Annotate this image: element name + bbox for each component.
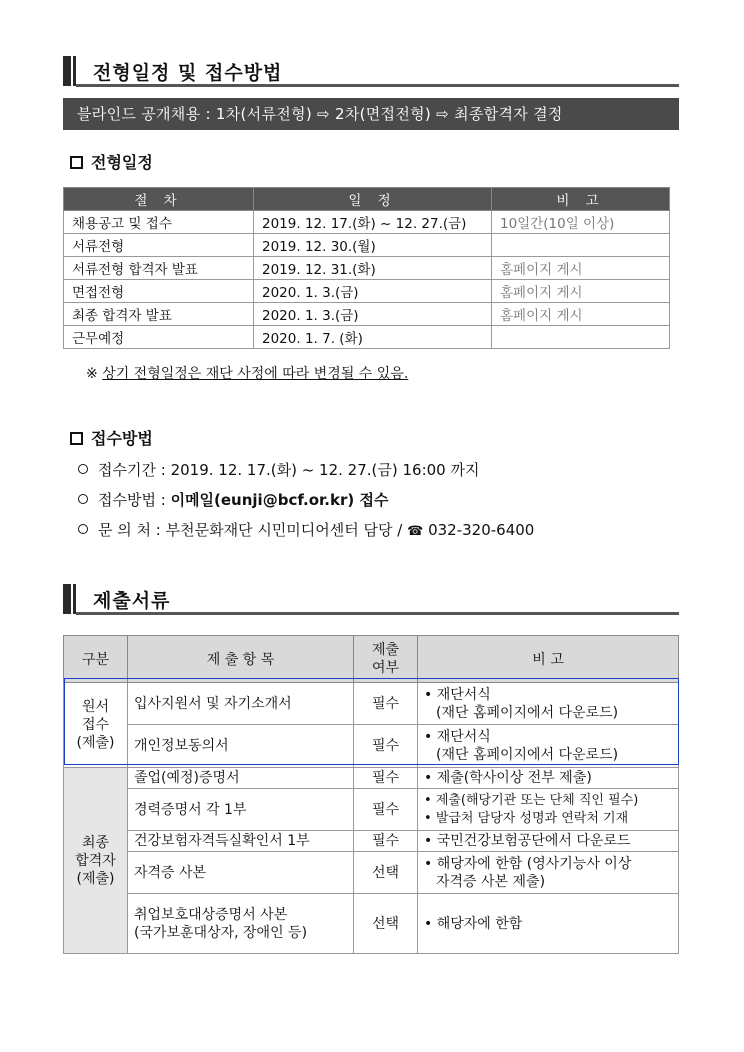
telephone-icon: ☎: [407, 524, 424, 539]
note-cell: [418, 725, 679, 768]
section-marker: [63, 56, 71, 86]
note-cell: [418, 789, 679, 831]
section-rule: [76, 84, 679, 87]
step-cell: 면접전형: [64, 280, 254, 303]
table-row: [64, 683, 679, 725]
date-cell: 2019. 12. 30.(월): [254, 234, 492, 257]
note-bullet: • 국민건강보험공단에서 다운로드: [424, 833, 631, 849]
table-row: [64, 789, 679, 831]
note-cell: 홈페이지 게시: [492, 303, 670, 326]
date-cell: 2020. 1. 3.(금): [254, 303, 492, 326]
table-row: [64, 303, 670, 326]
subheading-application: [70, 426, 153, 449]
date-cell: 2020. 1. 7. (화): [254, 326, 492, 349]
table-row: [64, 725, 679, 768]
footnote-text: 상기 전형일정은 재단 사정에 따라 변경될 수 있음.: [102, 366, 409, 382]
section-title: 제출서류: [93, 590, 171, 612]
step-cell: 최종 합격자 발표: [64, 303, 254, 326]
required-cell: 필수: [354, 831, 418, 852]
phone-number: 032-320-6400: [428, 521, 535, 539]
bullet-label: 문 의 처 :: [98, 521, 166, 539]
application-contact: [78, 519, 534, 540]
step-cell: 서류전형: [64, 234, 254, 257]
header-cell: 비 고: [418, 636, 679, 683]
header-cell: 구분: [64, 636, 128, 683]
header-cell: 일 정: [254, 188, 492, 211]
date-cell: 2020. 1. 3.(금): [254, 280, 492, 303]
table-row: [64, 234, 670, 257]
note-bullet: • 제출(학사이상 전부 제출): [424, 770, 592, 786]
note-cell: [492, 326, 670, 349]
note-bullet: • 발급처 담당자 성명과 연락처 기재: [424, 810, 629, 826]
item-cell: 자격증 사본: [128, 852, 354, 894]
table-row: [64, 768, 679, 789]
table-row: [64, 280, 670, 303]
table-row: [64, 852, 679, 894]
required-cell: 필수: [354, 768, 418, 789]
note-bullet: • 재단서식: [424, 686, 491, 703]
group-cell: 최종 합격자 (제출): [64, 768, 128, 954]
table-row: [64, 211, 670, 234]
section-rule: [76, 612, 679, 615]
note-bullet: • 해당자에 한함 (영사기능사 이상: [424, 855, 632, 872]
table-header-row: [64, 636, 679, 683]
required-cell: 필수: [354, 683, 418, 725]
note-cell: [492, 234, 670, 257]
note-cell: [418, 894, 679, 954]
step-cell: 서류전형 합격자 발표: [64, 257, 254, 280]
note-continuation: (재단 홈페이지에서 다운로드): [436, 704, 619, 721]
item-cell: 졸업(예정)증명서: [128, 768, 354, 789]
header-cell: 절 차: [64, 188, 254, 211]
group-cell: 원서 접수 (제출): [64, 683, 128, 768]
circle-bullet-icon: [78, 494, 88, 504]
required-cell: 선택: [354, 852, 418, 894]
section-header-schedule: [63, 56, 679, 86]
subheading-label: 접수방법: [91, 429, 153, 448]
step-cell: 채용공고 및 접수: [64, 211, 254, 234]
section-title: 전형일정 및 접수방법: [93, 62, 283, 84]
table-row: [64, 831, 679, 852]
note-cell: 홈페이지 게시: [492, 257, 670, 280]
table-header-row: [64, 188, 670, 211]
process-banner: 블라인드 공개채용 : 1차(서류전형) ⇨ 2차(면접전형) ⇨ 최종합격자 결정: [63, 98, 679, 130]
table-row: [64, 326, 670, 349]
required-cell: 필수: [354, 725, 418, 768]
documents-table: [63, 635, 679, 954]
note-bullet: • 재단서식: [424, 729, 491, 745]
required-cell: 필수: [354, 789, 418, 831]
header-cell: 제 출 항 목: [128, 636, 354, 683]
schedule-footnote: [86, 363, 408, 383]
note-cell: [418, 683, 679, 725]
header-cell: 비 고: [492, 188, 670, 211]
table-row: [64, 894, 679, 954]
section-marker: [73, 56, 76, 86]
section-header-documents: [63, 584, 679, 614]
note-continuation: (재단 홈페이지에서 다운로드): [436, 747, 619, 763]
application-method: [78, 489, 388, 510]
circle-bullet-icon: [78, 524, 88, 534]
bullet-label: 접수기간 :: [98, 461, 171, 479]
reference-mark-icon: ※: [86, 366, 98, 382]
bullet-value: 부천문화재단 시민미디어센터 담당 /: [165, 521, 408, 539]
bullet-value: 2019. 12. 17.(화) ~ 12. 27.(금) 16:00 까지: [170, 461, 480, 479]
checkbox-icon: [70, 432, 83, 445]
date-cell: 2019. 12. 31.(화): [254, 257, 492, 280]
note-cell: 10일간(10일 이상): [492, 211, 670, 234]
bullet-label: 접수방법 :: [98, 491, 171, 509]
subheading-label: 전형일정: [91, 153, 153, 172]
table-row: [64, 257, 670, 280]
note-continuation: 자격증 사본 제출): [436, 873, 546, 890]
bullet-value: 이메일(eunji@bcf.or.kr) 접수: [170, 491, 389, 509]
circle-bullet-icon: [78, 464, 88, 474]
note-cell: [418, 852, 679, 894]
step-cell: 근무예정: [64, 326, 254, 349]
item-cell: 경력증명서 각 1부: [128, 789, 354, 831]
header-cell: 제출 여부: [354, 636, 418, 683]
note-bullet: • 제출(해당기관 또는 단체 직인 필수): [424, 792, 639, 808]
item-cell: 개인정보동의서: [128, 725, 354, 768]
schedule-table: [63, 187, 670, 349]
checkbox-icon: [70, 156, 83, 169]
note-bullet: • 해당자에 한함: [424, 915, 523, 932]
section-marker: [73, 584, 76, 614]
item-cell: 취업보호대상증명서 사본 (국가보훈대상자, 장애인 등): [128, 894, 354, 954]
subheading-schedule: [70, 150, 153, 173]
item-cell: 건강보험자격득실확인서 1부: [128, 831, 354, 852]
note-cell: [418, 831, 679, 852]
section-marker: [63, 584, 71, 614]
application-period: [78, 459, 479, 480]
date-cell: 2019. 12. 17.(화) ~ 12. 27.(금): [254, 211, 492, 234]
note-cell: [418, 768, 679, 789]
note-cell: 홈페이지 게시: [492, 280, 670, 303]
item-cell: 입사지원서 및 자기소개서: [128, 683, 354, 725]
required-cell: 선택: [354, 894, 418, 954]
